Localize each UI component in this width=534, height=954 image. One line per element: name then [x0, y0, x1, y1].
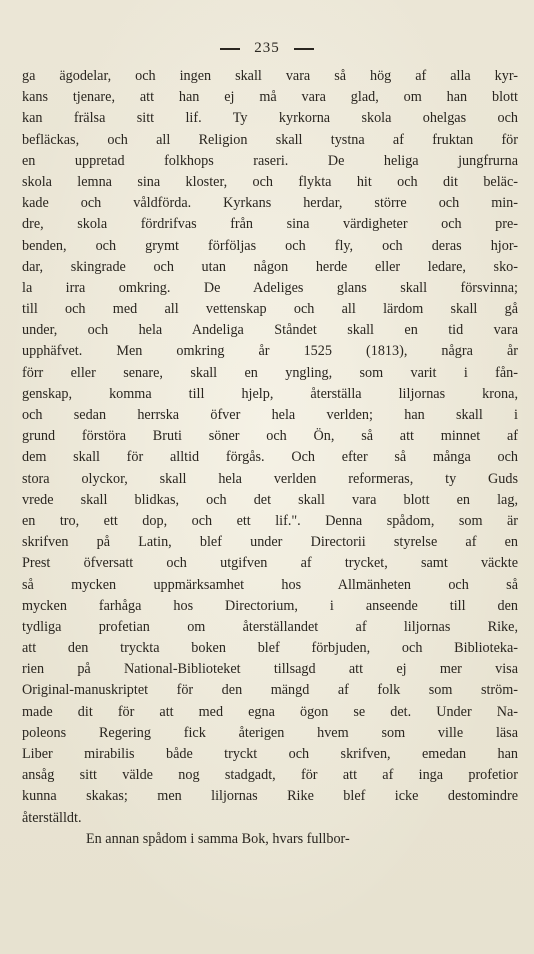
text-line: återställdt.: [22, 809, 82, 826]
text-line: rien på National-Biblioteket tillsagd att ej mer visa: [22, 661, 518, 678]
text-line: kans tjenare, att han ej må vara glad, om han blott: [22, 89, 518, 106]
text-line: skola lemna sina kloster, och flykta hit och dit beläc-: [22, 173, 518, 190]
text-line: ansåg sitt välde nog stadgadt, för att af inga profetior: [22, 767, 518, 784]
text-line: Original-manuskriptet för den mängd af folk som ström-: [22, 682, 518, 699]
text-line: poleons Regering fick återigen hvem som ville läsa: [22, 724, 518, 741]
page-header: [0, 40, 534, 57]
left-ornament-dash: [220, 48, 240, 50]
text-line: förr eller senare, skall en yngling, som varit i fån-: [22, 364, 518, 381]
text-line: upphäfvet. Men omkring år 1525 (1813), några år: [22, 343, 518, 360]
text-line: till och med all vettenskap och all lärdom skall gå: [22, 301, 518, 318]
text-line: ga ägodelar, och ingen skall vara så hög af alla kyr-: [22, 68, 518, 84]
text-line: att den tryckta boken blef förbjuden, och Biblioteka-: [22, 640, 518, 657]
text-line: så mycken uppmärksamhet hos Allmänheten och så: [22, 576, 518, 593]
text-line: befläckas, och all Religion skall tystna af fruktan för: [22, 131, 518, 148]
text-line: genskap, komma till hjelp, återställa liljornas krona,: [22, 385, 518, 402]
text-line: en tro, ett dop, och ett lif.". Denna spådom, som är: [22, 512, 518, 529]
text-line: skrifven på Latin, blef under Directorii styrelse af en: [22, 534, 518, 551]
text-line: en uppretad folkhops raseri. De heliga jungfrurna: [22, 152, 518, 169]
page-number: 235: [254, 40, 280, 57]
text-line: En annan spådom i samma Bok, hvars fullbor-: [86, 830, 350, 847]
text-line: tydliga profetian om återställandet af liljornas Rike,: [22, 618, 518, 635]
text-line: la irra omkring. De Adeliges glans skall försvinna;: [22, 279, 518, 296]
text-line: kade och våldförda. Kyrkans herdar, större och min-: [22, 195, 518, 212]
right-ornament-dash: [294, 48, 314, 50]
text-line: dar, skingrade och utan någon herde eller ledare, sko-: [22, 258, 518, 275]
body-text: [22, 66, 518, 850]
text-line: under, och hela Andeliga Ståndet skall en tid vara: [22, 322, 518, 339]
text-line: dem skall för alltid förgås. Och efter så många och: [22, 449, 518, 466]
paragraph: [22, 829, 518, 850]
text-line: kunna skakas; men liljornas Rike blef icke destomindre: [22, 788, 518, 805]
text-line: Liber mirabilis både tryckt och skrifven, emedan han: [22, 746, 518, 762]
paragraph: [22, 66, 518, 829]
text-line: Prest öfversatt och utgifven af trycket, samt väckte: [22, 555, 518, 572]
text-line: dre, skola fördrifvas från sina värdigheter och pre-: [22, 216, 518, 233]
text-line: grund förstöra Bruti söner och Ön, så att minnet af: [22, 428, 518, 445]
text-line: och sedan herrska öfver hela verlden; han skall i: [22, 407, 518, 423]
text-line: vrede skall blidkas, och det skall vara blott en lag,: [22, 491, 518, 508]
text-line: kan frälsa sitt lif. Ty kyrkorna skola ohelgas och: [22, 110, 518, 127]
text-line: mycken farhåga hos Directorium, i anseende till den: [22, 597, 518, 614]
text-line: benden, och grymt förföljas och fly, och deras hjor-: [22, 237, 518, 254]
text-line: stora olyckor, skall hela verlden reformeras, ty Guds: [22, 470, 518, 487]
text-line: made dit för att med egna ögon se det. Under Na-: [22, 703, 518, 720]
